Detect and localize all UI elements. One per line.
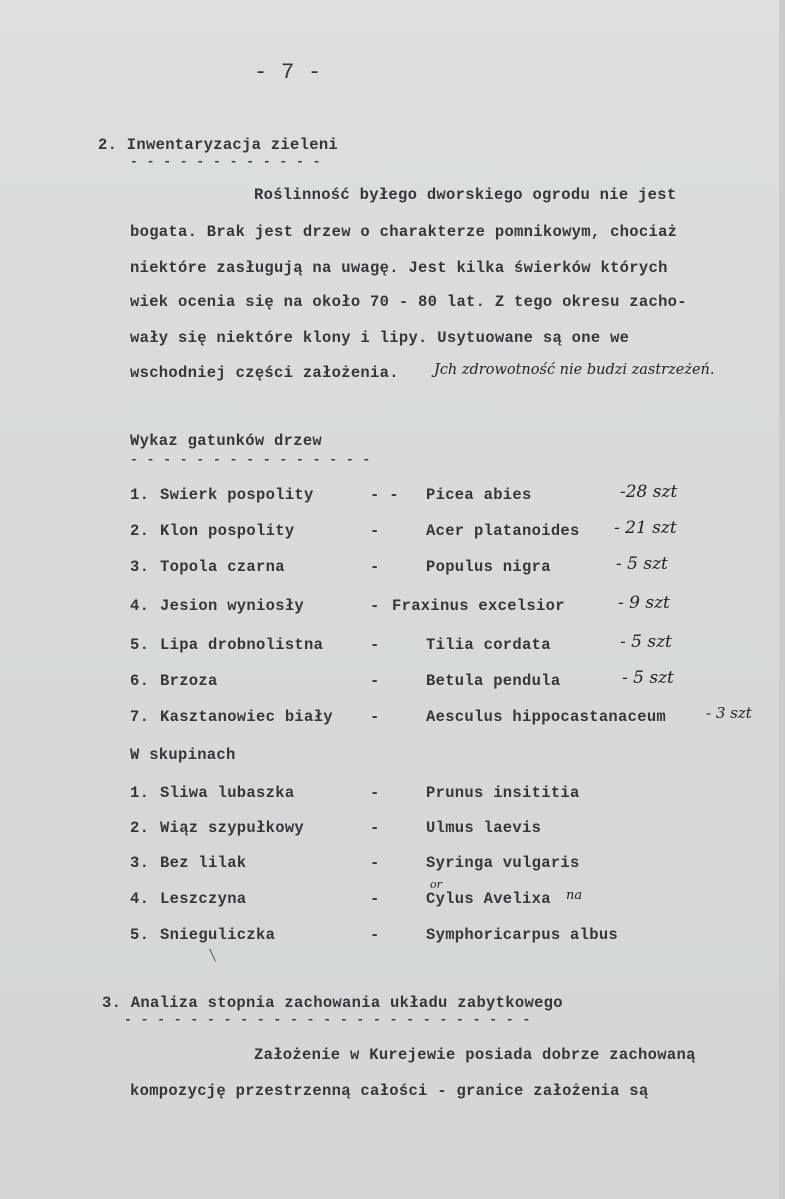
paragraph-line: niektóre zasługują na uwagę. Jest kilka świerków których [130, 259, 668, 277]
group-annotation-na: na [566, 888, 583, 903]
tree-polish-name: Brzoza [160, 672, 218, 690]
paragraph-line: wały się niektóre klony i lipy. Usytuowane są one we [130, 329, 630, 347]
tree-dash: - [370, 636, 380, 654]
tree-latin-name: Acer platanoides [426, 522, 580, 540]
tree-dash: - [370, 672, 380, 690]
tree-count: - 5 szt [616, 554, 668, 574]
tree-polish-name: Lipa drobnolistna [160, 636, 324, 654]
group-dash: - [370, 926, 380, 944]
tree-dash: - [370, 597, 380, 615]
group-latin-name: Cylus Avelixa [426, 890, 551, 908]
tree-number: 7. [130, 708, 150, 726]
group-heading: W skupinach [130, 746, 236, 764]
tree-number: 1. [130, 486, 150, 504]
group-polish-name: Leszczyna [160, 890, 247, 908]
tree-latin-name: Aesculus hippocastanaceum [426, 708, 667, 726]
group-dash: - [370, 890, 380, 908]
group-dash: - [370, 784, 380, 802]
tree-count: - 9 szt [618, 593, 670, 613]
group-dash: - [370, 854, 380, 872]
tree-latin-name: Picea abies [426, 486, 532, 504]
group-number: 4. [130, 890, 150, 908]
group-number: 5. [130, 926, 150, 944]
tree-dash: - [370, 522, 380, 540]
tree-latin-name: Fraxinus excelsior [392, 597, 565, 615]
group-number: 1. [130, 784, 150, 802]
group-latin-name: Symphoricarpus albus [426, 926, 619, 944]
section-2-heading: 2. Inwentaryzacja zieleni [98, 136, 339, 154]
tree-count: - 5 szt [622, 668, 674, 688]
page-number: - 7 - [254, 60, 322, 85]
paragraph-line: wschodniej części założenia. [130, 364, 399, 382]
tree-count: - 5 szt [620, 632, 672, 652]
tree-count: -28 szt [620, 482, 678, 502]
tree-count: - 21 szt [614, 518, 677, 538]
section-2-underline: - - - - - - - - - - - - [130, 154, 321, 169]
tree-number: 4. [130, 597, 150, 615]
group-latin-name: Ulmus laevis [426, 819, 542, 837]
tree-polish-name: Topola czarna [160, 558, 285, 576]
tree-count: - 3 szt [706, 704, 752, 722]
tree-latin-name: Populus nigra [426, 558, 551, 576]
tree-dash: - [370, 708, 380, 726]
tree-number: 3. [130, 558, 150, 576]
tree-polish-name: Swierk pospolity [160, 486, 314, 504]
section-3-underline: - - - - - - - - - - - - - - - - - - - - - - - - - [124, 1012, 531, 1027]
group-latin-name: Prunus insititia [426, 784, 580, 802]
paragraph-line: Założenie w Kurejewie posiada dobrze zachowaną [254, 1046, 696, 1064]
group-polish-name: Snieguliczka [160, 926, 276, 944]
paragraph-line: wiek ocenia się na około 70 - 80 lat. Z tego okresu zacho- [130, 293, 687, 311]
group-polish-name: Bez lilak [160, 854, 247, 872]
page-edge [779, 0, 785, 1199]
tree-number: 5. [130, 636, 150, 654]
tree-latin-name: Tilia cordata [426, 636, 551, 654]
group-polish-name: Wiąz szypułkowy [160, 819, 305, 837]
species-list-underline: - - - - - - - - - - - - - - - [130, 452, 371, 467]
section-3-heading: 3. Analiza stopnia zachowania układu zabytkowego [102, 994, 563, 1012]
group-dash: - [370, 819, 380, 837]
group-latin-name: Syringa vulgaris [426, 854, 580, 872]
group-annotation-or: or [430, 878, 442, 891]
tree-polish-name: Jesion wyniosły [160, 597, 305, 615]
stray-mark [209, 948, 216, 961]
group-polish-name: Sliwa lubaszka [160, 784, 295, 802]
tree-number: 2. [130, 522, 150, 540]
tree-polish-name: Kasztanowiec biały [160, 708, 333, 726]
paragraph-line: bogata. Brak jest drzew o charakterze pomnikowym, chociaż [130, 223, 678, 241]
tree-dash: - - [370, 486, 399, 504]
tree-polish-name: Klon pospolity [160, 522, 295, 540]
paragraph-line: Roślinność byłego dworskiego ogrodu nie jest [254, 186, 677, 204]
paragraph-line: kompozycję przestrzenną całości - granice założenia są [130, 1082, 649, 1100]
handwritten-note: Jch zdrowotność nie budzi zastrzeżeń. [434, 362, 715, 378]
tree-dash: - [370, 558, 380, 576]
species-list-heading: Wykaz gatunków drzew [130, 432, 323, 450]
tree-latin-name: Betula pendula [426, 672, 561, 690]
tree-number: 6. [130, 672, 150, 690]
group-number: 2. [130, 819, 150, 837]
group-number: 3. [130, 854, 150, 872]
